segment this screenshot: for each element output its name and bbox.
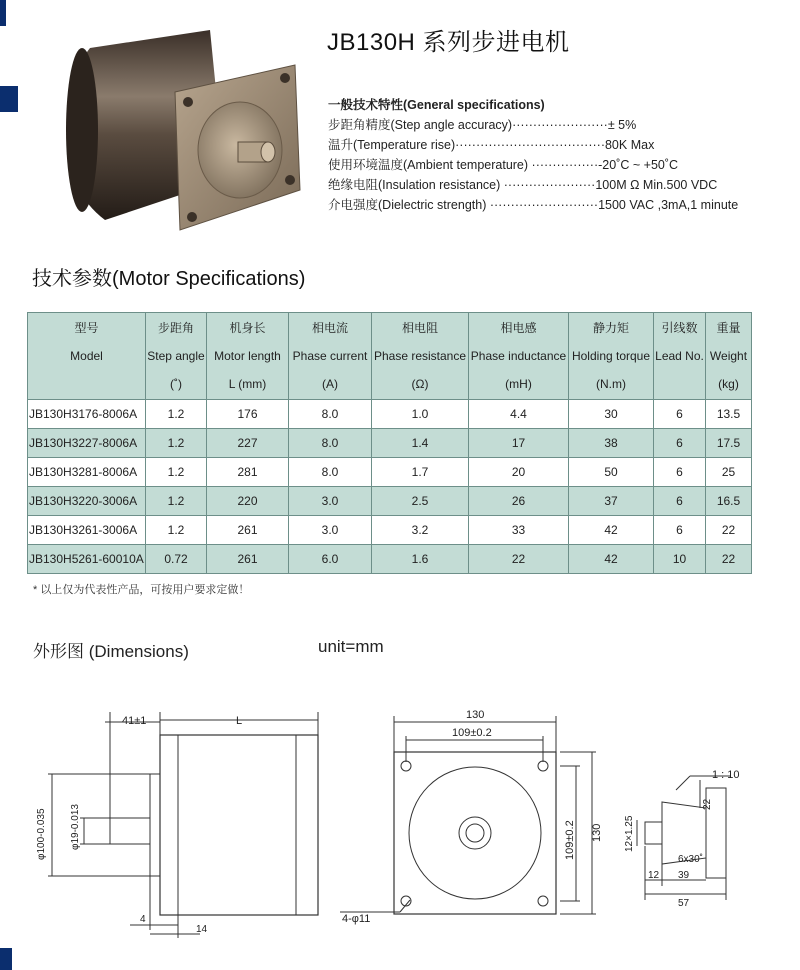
cell-weight: 17.5 bbox=[706, 429, 752, 458]
cell-holding-torque: 37 bbox=[569, 487, 654, 516]
dim-body-diameter: φ100-0.035 bbox=[36, 808, 47, 860]
cell-holding-torque: 38 bbox=[569, 429, 654, 458]
cell-phase-inductance: 20 bbox=[469, 458, 569, 487]
column-header bbox=[706, 313, 752, 400]
column-header-unit: (mH) bbox=[505, 377, 532, 391]
leader-dots: ················ bbox=[528, 158, 599, 172]
corner-decoration bbox=[0, 0, 6, 26]
spec-row bbox=[328, 135, 738, 155]
spec-label: 绝缘电阻(Insulation resistance) bbox=[328, 178, 501, 192]
cell-motor-length: 261 bbox=[207, 545, 289, 574]
shaft-detail-drawing bbox=[624, 769, 740, 909]
column-header bbox=[146, 313, 207, 400]
column-header-unit: (A) bbox=[322, 377, 338, 391]
column-header-cn: 重量 bbox=[716, 321, 741, 335]
cell-model: JB130H3220-3006A bbox=[28, 487, 146, 516]
spec-label: 使用环境温度(Ambient temperature) bbox=[328, 158, 529, 172]
cell-motor-length: 176 bbox=[207, 400, 289, 429]
spec-label: 温升(Temperature rise) bbox=[328, 138, 456, 152]
cell-model: JB130H3227-8006A bbox=[28, 429, 146, 458]
spec-row bbox=[328, 155, 738, 175]
motor-specs-title: 技术参数(Motor Specifications) bbox=[32, 268, 306, 290]
spec-row bbox=[328, 175, 738, 195]
column-header-en: Weight bbox=[709, 349, 748, 363]
leader-dots: ·························· bbox=[486, 198, 599, 212]
cell-motor-length: 227 bbox=[207, 429, 289, 458]
leader-dots: ···································· bbox=[455, 138, 605, 152]
table-row bbox=[28, 487, 752, 516]
cell-lead-no: 6 bbox=[654, 400, 706, 429]
table-row bbox=[28, 545, 752, 574]
cell-phase-current: 3.0 bbox=[289, 516, 372, 545]
cell-holding-torque: 30 bbox=[569, 400, 654, 429]
cell-motor-length: 220 bbox=[207, 487, 289, 516]
spec-value: 80K Max bbox=[604, 138, 655, 152]
column-header bbox=[28, 313, 146, 400]
column-header bbox=[654, 313, 706, 400]
column-header-cn: 静力矩 bbox=[592, 321, 629, 335]
column-header-cn: 相电流 bbox=[311, 321, 348, 335]
cell-step-angle: 1.2 bbox=[146, 516, 207, 545]
cell-weight: 22 bbox=[706, 545, 752, 574]
unit-label: unit=mm bbox=[318, 637, 384, 656]
motor-spec-table bbox=[27, 312, 752, 574]
dim-vertical-pitch: 109±0.2 bbox=[564, 820, 576, 860]
dimensions-title: 外形图 (Dimensions) bbox=[33, 642, 189, 661]
dim-taper: 1 : 10 bbox=[712, 769, 740, 781]
cell-lead-no: 10 bbox=[654, 545, 706, 574]
spec-value: 1500 VAC ,3mA,1 minute bbox=[598, 198, 739, 212]
cell-weight: 22 bbox=[706, 516, 752, 545]
dim-shaft-diameter: φ19-0.013 bbox=[70, 804, 81, 850]
cell-step-angle: 1.2 bbox=[146, 429, 207, 458]
column-header-cn: 机身长 bbox=[229, 321, 266, 335]
table-row bbox=[28, 429, 752, 458]
cell-step-angle: 1.2 bbox=[146, 458, 207, 487]
cell-weight: 16.5 bbox=[706, 487, 752, 516]
spec-value: -20˚C ~ +50˚C bbox=[598, 158, 679, 172]
cell-step-angle: 0.72 bbox=[146, 545, 207, 574]
cell-model: JB130H5261-60010A bbox=[28, 545, 146, 574]
column-header-cn: 相电阻 bbox=[401, 321, 438, 335]
column-header-unit: (kg) bbox=[718, 377, 739, 391]
spec-row bbox=[328, 195, 738, 215]
dim-mounting-holes: 4-φ11 bbox=[342, 913, 371, 925]
cell-model: JB130H3176-8006A bbox=[28, 400, 146, 429]
column-header-cn: 步距角 bbox=[157, 321, 194, 335]
spec-label: 步距角精度(Step angle accuracy) bbox=[328, 118, 513, 132]
motor-photo bbox=[60, 20, 310, 235]
cell-phase-inductance: 26 bbox=[469, 487, 569, 516]
dim-body-length: L bbox=[236, 715, 243, 727]
page-title: JB130H 系列步进电机 bbox=[327, 29, 570, 56]
dim-s2: 39 bbox=[678, 870, 690, 881]
column-header-unit: (˚) bbox=[170, 377, 182, 391]
cell-weight: 13.5 bbox=[706, 400, 752, 429]
cell-lead-no: 6 bbox=[654, 429, 706, 458]
table-row bbox=[28, 458, 752, 487]
cell-step-angle: 1.2 bbox=[146, 487, 207, 516]
column-header-en: Phase current bbox=[292, 349, 368, 363]
cell-phase-inductance: 22 bbox=[469, 545, 569, 574]
general-specifications bbox=[328, 95, 738, 215]
column-header-en: Model bbox=[70, 349, 103, 363]
cell-holding-torque: 42 bbox=[569, 516, 654, 545]
column-header-unit: L (mm) bbox=[228, 377, 267, 391]
table-header-row bbox=[28, 313, 752, 400]
leader-dots: ······················ bbox=[500, 178, 596, 192]
cell-phase-current: 8.0 bbox=[289, 400, 372, 429]
cell-holding-torque: 50 bbox=[569, 458, 654, 487]
cell-holding-torque: 42 bbox=[569, 545, 654, 574]
cell-model: JB130H3261-3006A bbox=[28, 516, 146, 545]
column-header-en: Phase inductance bbox=[470, 349, 567, 363]
dim-s3: 57 bbox=[678, 898, 690, 909]
cell-phase-inductance: 33 bbox=[469, 516, 569, 545]
column-header bbox=[289, 313, 372, 400]
dim-chamfer: 6x30˚ bbox=[678, 854, 704, 865]
column-header bbox=[372, 313, 469, 400]
dim-front-width: 130 bbox=[466, 709, 485, 721]
cell-lead-no: 6 bbox=[654, 458, 706, 487]
cell-phase-resistance: 1.7 bbox=[372, 458, 469, 487]
cell-lead-no: 6 bbox=[654, 487, 706, 516]
cell-phase-resistance: 2.5 bbox=[372, 487, 469, 516]
cell-phase-current: 8.0 bbox=[289, 429, 372, 458]
column-header bbox=[207, 313, 289, 400]
cell-motor-length: 261 bbox=[207, 516, 289, 545]
dim-key-height: 22 bbox=[702, 798, 713, 810]
spec-value: ± 5% bbox=[607, 118, 637, 132]
leader-dots: ······················· bbox=[512, 118, 608, 132]
cell-phase-current: 3.0 bbox=[289, 487, 372, 516]
cell-phase-current: 6.0 bbox=[289, 545, 372, 574]
cell-weight: 25 bbox=[706, 458, 752, 487]
cell-phase-current: 8.0 bbox=[289, 458, 372, 487]
column-header-en: Lead No. bbox=[655, 349, 704, 363]
column-header-en: Phase resistance bbox=[373, 349, 467, 363]
cell-phase-resistance: 1.4 bbox=[372, 429, 469, 458]
cell-phase-resistance: 1.0 bbox=[372, 400, 469, 429]
spec-label: 介电强度(Dielectric strength) bbox=[328, 198, 487, 212]
table-row bbox=[28, 400, 752, 429]
dim-shaft-length: 41±1 bbox=[122, 715, 147, 727]
dim-hole-pitch: 109±0.2 bbox=[452, 727, 492, 739]
cell-model: JB130H3281-8006A bbox=[28, 458, 146, 487]
column-header bbox=[469, 313, 569, 400]
dim-thread: 12×1.25 bbox=[624, 815, 635, 852]
cell-step-angle: 1.2 bbox=[146, 400, 207, 429]
dim-step: 14 bbox=[196, 924, 208, 935]
dim-vertical-width: 130 bbox=[591, 823, 603, 842]
cell-motor-length: 281 bbox=[207, 458, 289, 487]
column-header-unit: (Ω) bbox=[411, 377, 429, 391]
column-header-en: Step angle bbox=[147, 349, 205, 363]
spec-value: 100M Ω Min.500 VDC bbox=[595, 178, 718, 192]
spec-row bbox=[328, 115, 738, 135]
column-header-cn: 型号 bbox=[74, 321, 99, 335]
general-spec-heading: 一般技术特性(General specifications) bbox=[328, 98, 545, 112]
cell-lead-no: 6 bbox=[654, 516, 706, 545]
corner-decoration bbox=[0, 86, 18, 112]
column-header bbox=[569, 313, 654, 400]
column-header-en: Holding torque bbox=[571, 349, 651, 363]
cell-phase-inductance: 17 bbox=[469, 429, 569, 458]
column-header-en: Motor length bbox=[214, 349, 281, 363]
side-view-drawing bbox=[36, 712, 318, 938]
column-header-cn: 相电感 bbox=[500, 321, 537, 335]
table-footnote: * 以上仅为代表性产品，可按用户要求定做！ bbox=[33, 584, 250, 596]
front-view-drawing bbox=[340, 709, 603, 925]
dim-s1: 12 bbox=[648, 870, 660, 881]
dim-flange: 4 bbox=[140, 914, 146, 925]
cell-phase-resistance: 1.6 bbox=[372, 545, 469, 574]
cell-phase-resistance: 3.2 bbox=[372, 516, 469, 545]
column-header-unit: (N.m) bbox=[596, 377, 626, 391]
table-row bbox=[28, 516, 752, 545]
dimension-drawings bbox=[0, 690, 800, 960]
cell-phase-inductance: 4.4 bbox=[469, 400, 569, 429]
column-header-cn: 引线数 bbox=[661, 321, 698, 335]
